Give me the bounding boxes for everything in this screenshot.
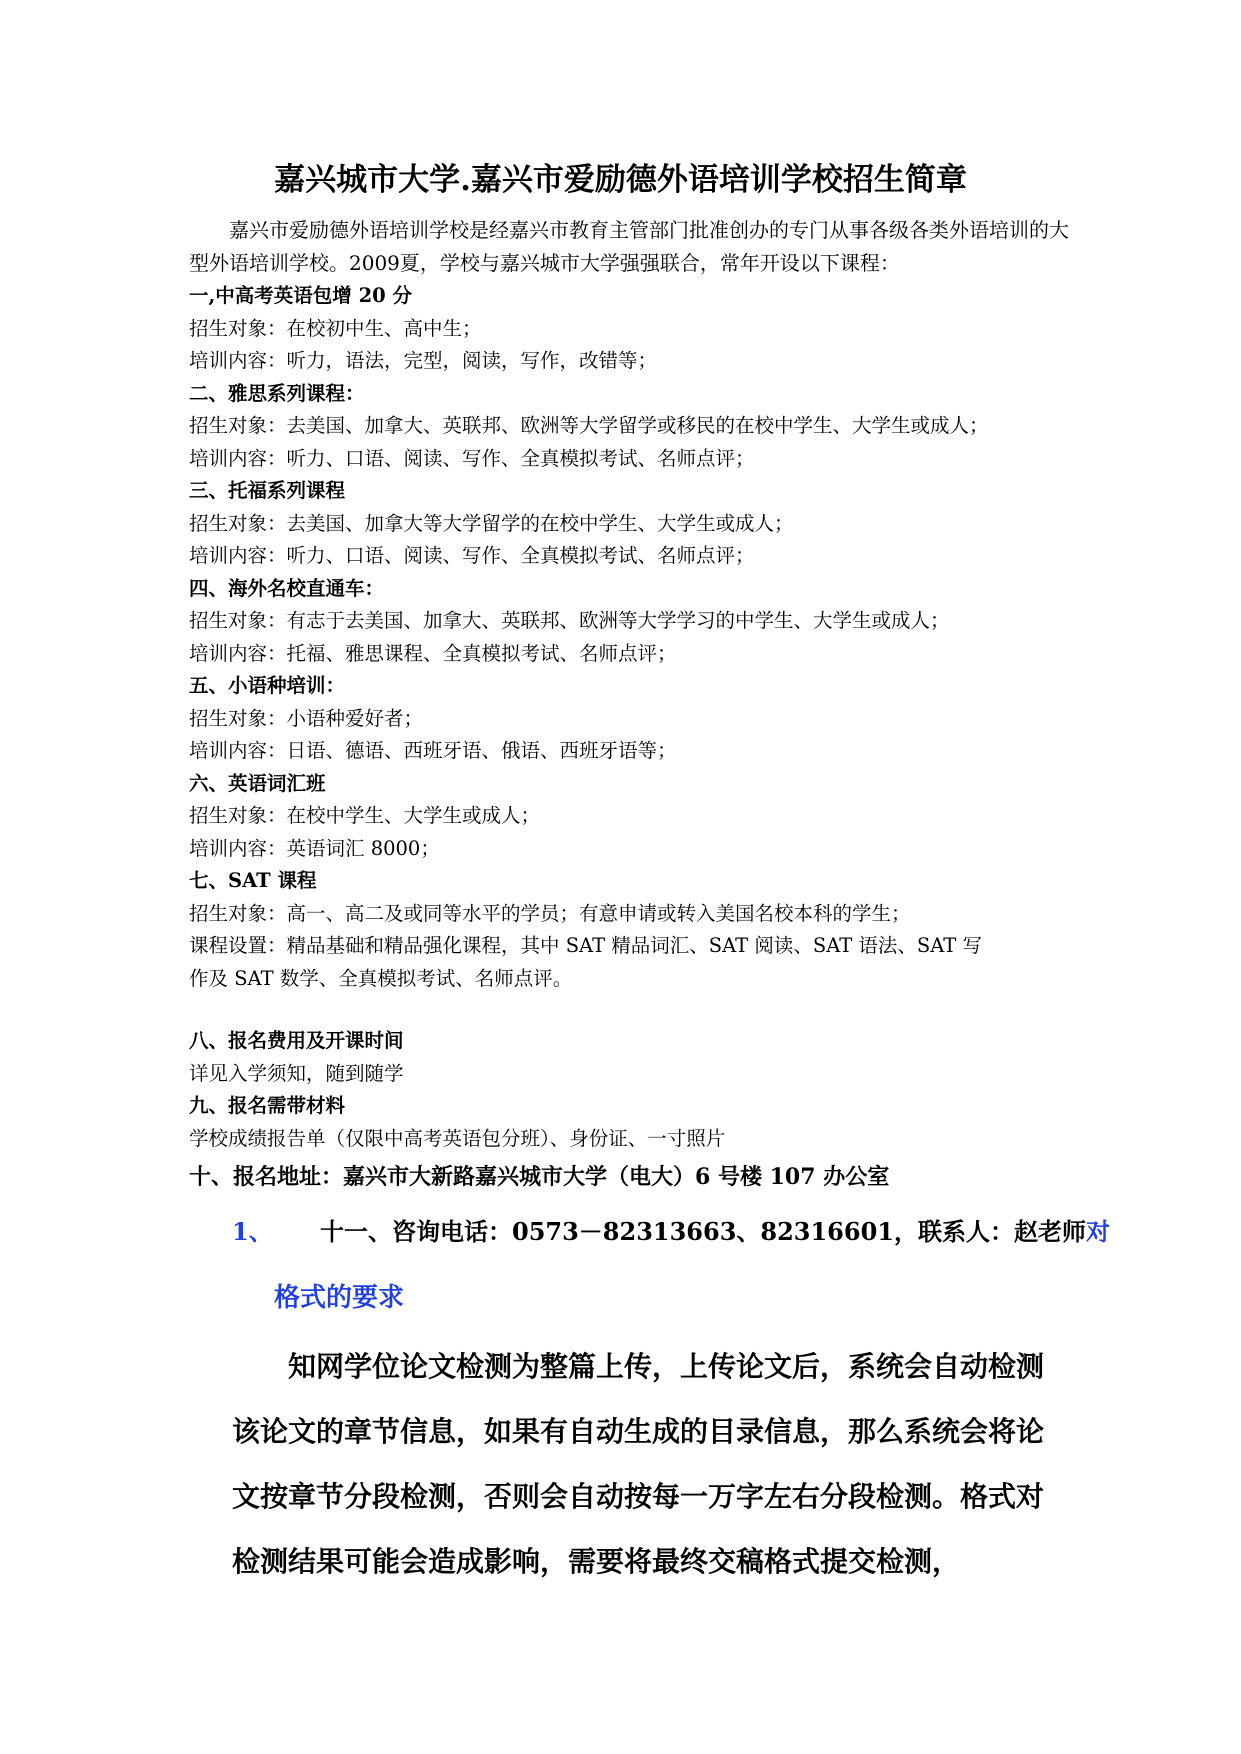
section-heading: 七、SAT 课程 — [189, 869, 317, 892]
section-line: 培训内容：托福、雅思课程、全真模拟考试、名师点评； — [189, 641, 677, 665]
section-heading: 八、报名费用及开课时间 — [189, 1029, 404, 1052]
section-line: 招生对象：去美国、加拿大等大学留学的在校中学生、大学生或成人； — [189, 511, 794, 535]
contact-list-item — [232, 1212, 1110, 1252]
blank-line — [189, 995, 1069, 1025]
section-line: 招生对象：高一、高二及或同等水平的学员；有意申请或转入美国名校本科的学生； — [189, 901, 911, 925]
section-line: 招生对象：去美国、加拿大、英联邦、欧洲等大学留学或移民的在校中学生、大学生或成人； — [189, 414, 989, 437]
section-line: 招生对象：小语种爱好者； — [189, 706, 424, 730]
section-line: 课程设置：精品基础和精品强化课程，其中 SAT 精品词汇、SAT 阅读、SAT 语法、SAT 写 — [189, 934, 983, 957]
section-heading: 四、海外名校直通车： — [189, 576, 385, 600]
course-sections — [189, 280, 1069, 1155]
section-line: 招生对象：在校中学生、大学生或成人； — [189, 804, 541, 827]
intro-paragraph: 嘉兴市爱励德外语培训学校是经嘉兴市教育主管部门批准创办的专门从事各级各类外语培训的大型外语培训学校。2009夏，学校与嘉兴城市大学强强联合，常年开设以下课程： — [189, 218, 1069, 275]
section-line: 培训内容：日语、德语、西班牙语、俄语、西班牙语等； — [189, 739, 677, 762]
notice-text: 知网学位论文检测为整篇上传，上传论文后，系统会自动检测该论文的章节信息，如果有自动生成的目录信息，那么系统会将论文按章节分段检测，否则会自动按每一万字左右分段检测。格式对检测结果可能会造成影响，需要将最终交稿格式提交检测， — [232, 1350, 1045, 1578]
section-line: 培训内容：听力、口语、阅读、写作、全真模拟考试、名师点评； — [189, 446, 755, 470]
list-number: 1、 — [232, 1217, 273, 1246]
section-line: 培训内容：英语词汇 8000； — [189, 836, 440, 860]
notice-paragraph — [232, 1334, 1057, 1594]
section-line: 作及 SAT 数学、全真模拟考试、名师点评。 — [189, 966, 573, 990]
section-heading: 二、雅思系列课程： — [189, 381, 365, 405]
section-line: 招生对象：在校初中生、高中生； — [189, 316, 482, 340]
section-heading: 五、小语种培训： — [189, 674, 346, 697]
section-heading: 一,中高考英语包增 20 分 — [189, 284, 413, 307]
section-heading: 三、托福系列课程 — [189, 479, 346, 502]
section-heading: 九、报名需带材料 — [189, 1094, 346, 1117]
section-line: 详见入学须知，随到随学 — [189, 1061, 404, 1085]
section-line: 学校成绩报告单（仅限中高考英语包分班）、身份证、一寸照片 — [189, 1126, 726, 1150]
contact-blue-tail: 对 — [1085, 1217, 1110, 1246]
section-heading: 六、英语词汇班 — [189, 771, 326, 795]
format-requirement-heading: 格式的要求 — [274, 1283, 405, 1313]
contact-text: 十一、咨询电话：0573－82313663、82316601，联系人：赵老师 — [320, 1217, 1086, 1246]
section-line: 培训内容：听力，语法，完型，阅读，写作，改错等； — [189, 349, 658, 372]
section-line: 招生对象：有志于去美国、加拿大、英联邦、欧洲等大学学习的中学生、大学生或成人； — [189, 609, 950, 632]
document-title: 嘉兴城市大学.嘉兴市爱励德外语培训学校招生简章 — [274, 162, 967, 198]
address-line: 十、报名地址：嘉兴市大新路嘉兴城市大学（电大）6 号楼 107 办公室 — [189, 1164, 890, 1190]
section-line: 培训内容：听力、口语、阅读、写作、全真模拟考试、名师点评； — [189, 544, 755, 567]
